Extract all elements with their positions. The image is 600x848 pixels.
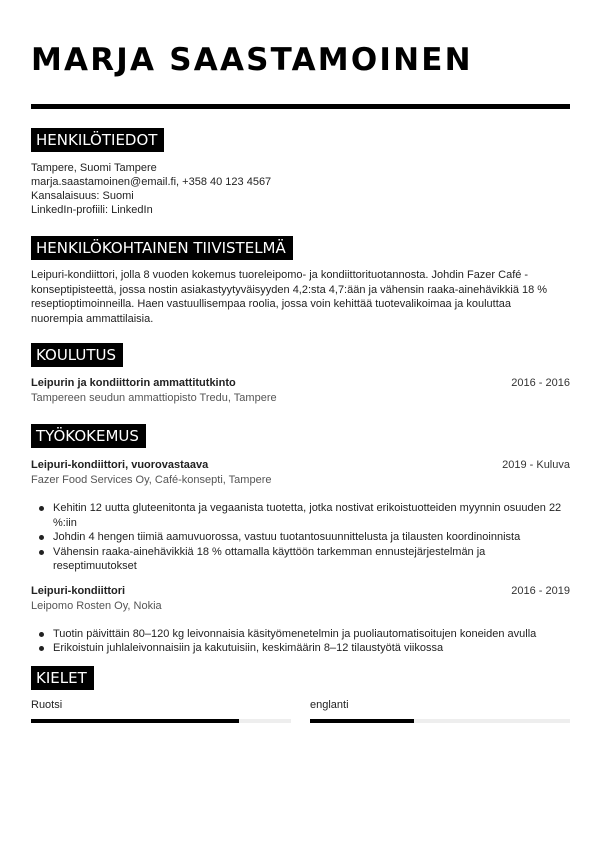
work-section (31, 424, 570, 656)
summary-section (31, 236, 570, 326)
location-line: Tampere, Suomi Tampere (31, 162, 157, 174)
degree-title: Leipurin ja kondiittorin ammattitutkinto (31, 377, 236, 389)
languages-section (31, 666, 570, 690)
bullet-icon (39, 535, 44, 540)
language-name: Ruotsi (31, 699, 63, 711)
language-level-bar (31, 719, 291, 723)
bullet-icon (39, 550, 44, 555)
language-name: englanti (310, 699, 349, 711)
job-bullets (39, 627, 570, 656)
bullet-icon (39, 646, 44, 651)
list-item: Kehitin 12 uutta gluteenitonta ja vegaanista tuotetta, jotka nostivat erikoistuotteiden myynnin osuuden 22 %:iin (39, 501, 564, 530)
bullet-icon (39, 506, 44, 511)
list-item: Vähensin raaka-ainehävikkiä 18 % ottamalla käyttöön tarkemman ennustejärjestelmän ja reseptimuutokset (39, 545, 564, 574)
language-level-fill (31, 719, 239, 723)
personal-section (31, 128, 570, 217)
nationality-line: Kansalaisuus: Suomi (31, 190, 134, 202)
contact-line: marja.saastamoinen@email.fi, +358 40 123 4567 (31, 176, 272, 188)
education-section (31, 343, 570, 406)
education-entry (31, 376, 570, 406)
list-item: Erikoistuin juhlaleivonnaisiin ja kakutuisiin, keskimäärin 8–12 tilaustyötä viikossa (39, 641, 564, 656)
job-date: 2016 - 2019 (511, 584, 570, 597)
list-item: Tuotin päivittäin 80–120 kg leivonnaisia käsityömenetelmin ja puoliautomatisoitujen koneiden avulla (39, 627, 564, 642)
work-entry (31, 584, 570, 656)
company-name: Leipomo Rosten Oy, Nokia (31, 599, 162, 612)
education-heading: KOULUTUS (31, 343, 123, 367)
work-entry (31, 458, 570, 574)
summary-heading: HENKILÖKOHTAINEN TIIVISTELMÄ (31, 236, 293, 260)
work-heading: TYÖKOKEMUS (31, 424, 146, 448)
job-title: Leipuri-kondiittori, vuorovastaava (31, 459, 209, 471)
job-title: Leipuri-kondiittori (31, 584, 126, 597)
list-item: Johdin 4 hengen tiimiä aamuvuorossa, vastuu tuotantosuunnittelusta ja tilausten koordinoinnista (39, 530, 564, 545)
language-level-fill (310, 719, 414, 723)
personal-heading: HENKILÖTIEDOT (31, 128, 164, 152)
header-divider (31, 104, 570, 109)
language-item (31, 698, 291, 723)
languages-heading: KIELET (31, 666, 94, 690)
language-level-bar (310, 719, 570, 723)
job-date: 2019 - Kuluva (502, 459, 570, 471)
summary-text: Leipuri-kondiittori, jolla 8 vuoden kokemus tuoreleipomo- ja kondiittorituotannosta. Johdin Fazer Café -konseptipisteettä, jossa nostin asiakastyytyväisyyden 4,2:sta 4,7:ään ja vähensin raaka-ainehävikkiä 18 % reseptioptimoinneilla. Haen vastuullisempaa roolia, jossa voin kehittää tuotevalikoimaa ja kouluttaa nuorempia ammattilaisia. (31, 269, 548, 325)
job-bullets (39, 501, 570, 574)
candidate-name: MARJA SAASTAMOINEN (31, 42, 473, 78)
education-date: 2016 - 2016 (511, 377, 570, 389)
company-name: Fazer Food Services Oy, Café-konsepti, Tampere (31, 474, 272, 486)
bullet-icon (39, 632, 44, 637)
linkedin-line: LinkedIn-profiili: LinkedIn (31, 204, 153, 216)
language-item (310, 698, 570, 723)
school-name: Tampereen seudun ammattiopisto Tredu, Tampere (31, 392, 277, 404)
